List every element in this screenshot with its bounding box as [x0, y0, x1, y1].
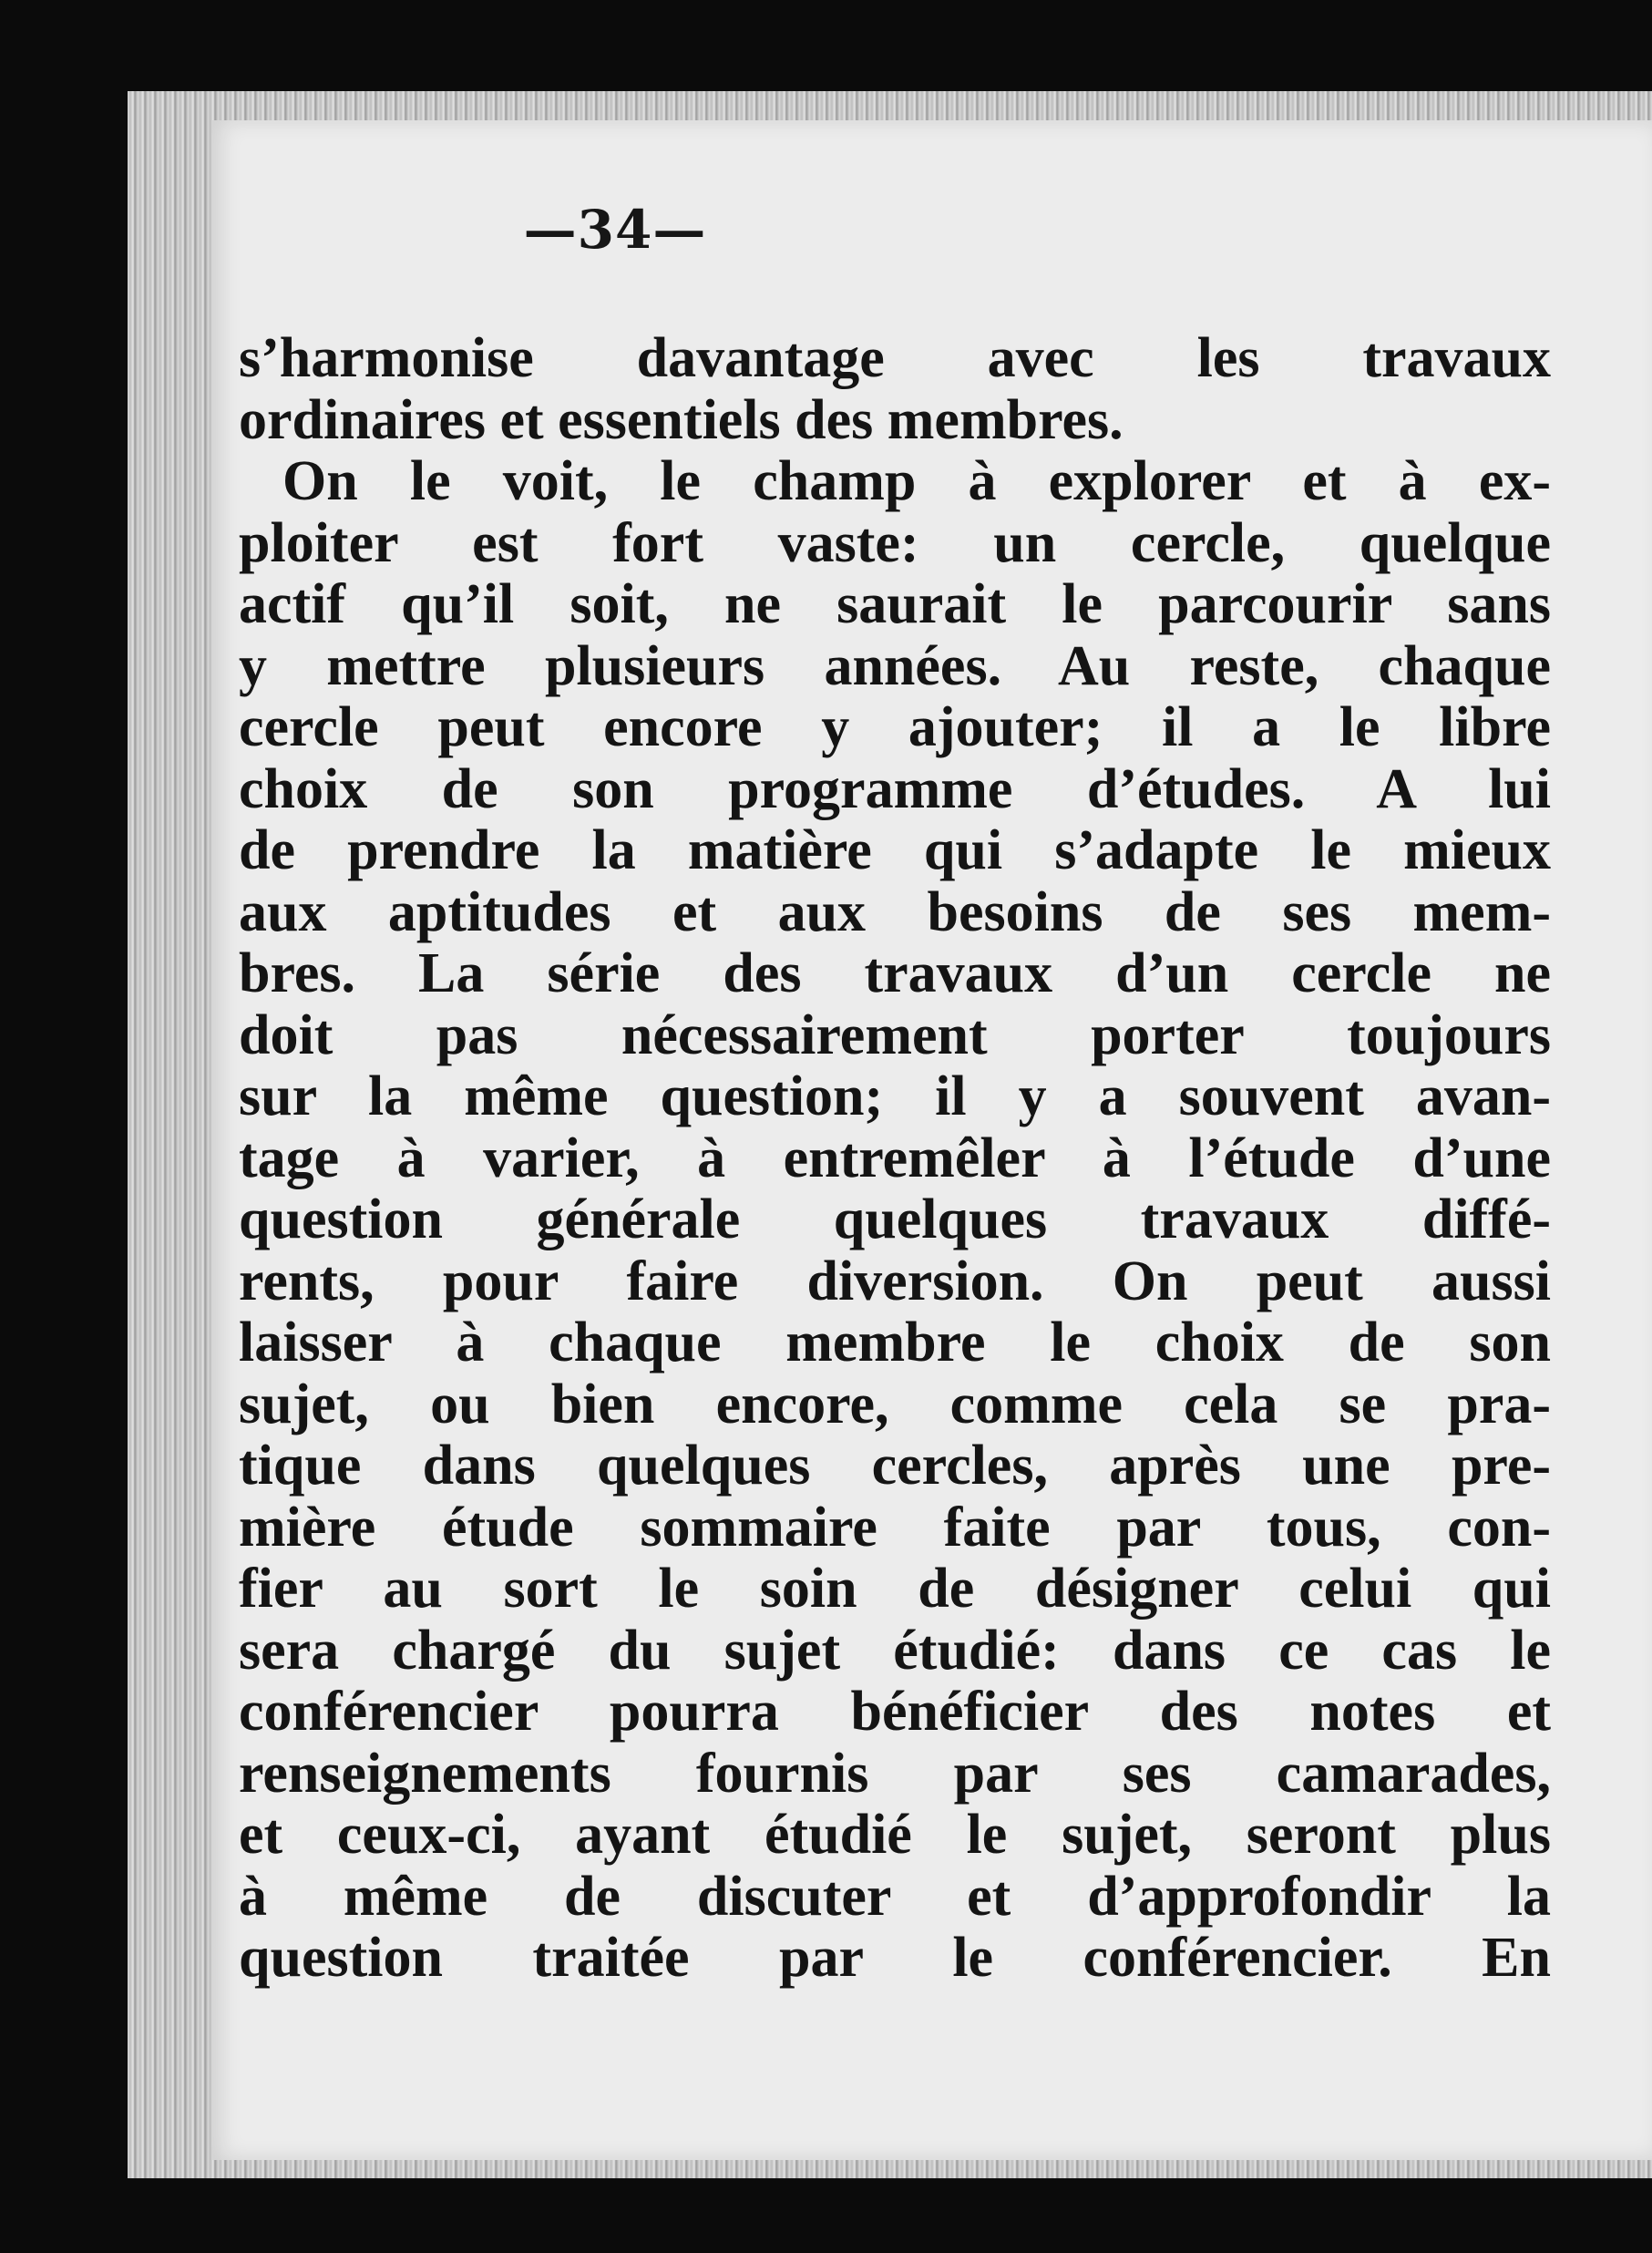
text-line: renseignements fournis par ses camarades, — [239, 1742, 1551, 1805]
page-number: —34— — [523, 199, 707, 261]
text-line: sur la même question; il y a souvent avan- — [239, 1065, 1551, 1127]
body-text — [239, 328, 1551, 1990]
text-line: mière étude sommaire faite par tous, con- — [239, 1496, 1551, 1559]
text-line: ordinaires et essentiels des membres. — [239, 388, 1124, 451]
text-line: et ceux-ci, ayant étudié le sujet, seront plus — [239, 1804, 1551, 1866]
text-line: tage à varier, à entremêler à l’étude d’une — [239, 1126, 1551, 1189]
text-line: rents, pour faire diversion. On peut aussi — [239, 1250, 1551, 1312]
text-line: sera chargé du sujet étudié: dans ce cas le — [239, 1619, 1551, 1682]
text-line: cercle peut encore y ajouter; il a le libre — [239, 696, 1551, 758]
text-line: bres. La série des travaux d’un cercle ne — [239, 942, 1551, 1004]
text-line: conférencier pourra bénéficier des notes et — [239, 1681, 1551, 1743]
text-line: sujet, ou bien encore, comme cela se pra- — [239, 1373, 1551, 1435]
text-line: question traitée par le conférencier. En — [239, 1927, 1551, 1989]
text-line: s’harmonise davantage avec les travaux — [239, 327, 1551, 389]
text-line: doit pas nécessairement porter toujours — [239, 1003, 1551, 1066]
text-line: question générale quelques travaux diffé- — [239, 1188, 1551, 1250]
text-line: y mettre plusieurs années. Au reste, chaque — [239, 634, 1551, 697]
text-line: actif qu’il soit, ne saurait le parcourir sans — [239, 573, 1551, 635]
text-line: fier au sort le soin de désigner celui qui — [239, 1558, 1551, 1620]
text-line: de prendre la matière qui s’adapte le mieux — [239, 819, 1551, 881]
text-line: aux aptitudes et aux besoins de ses mem- — [239, 880, 1551, 943]
text-line: On le voit, le champ à explorer et à ex- — [282, 450, 1551, 512]
text-line: tique dans quelques cercles, après une pre- — [239, 1435, 1551, 1497]
text-line: ploiter est fort vaste: un cercle, quelque — [239, 511, 1551, 574]
text-line: laisser à chaque membre le choix de son — [239, 1312, 1551, 1373]
text-line: à même de discuter et d’approfondir la — [239, 1865, 1551, 1928]
text-line: choix de son programme d’études. A lui — [239, 757, 1551, 820]
